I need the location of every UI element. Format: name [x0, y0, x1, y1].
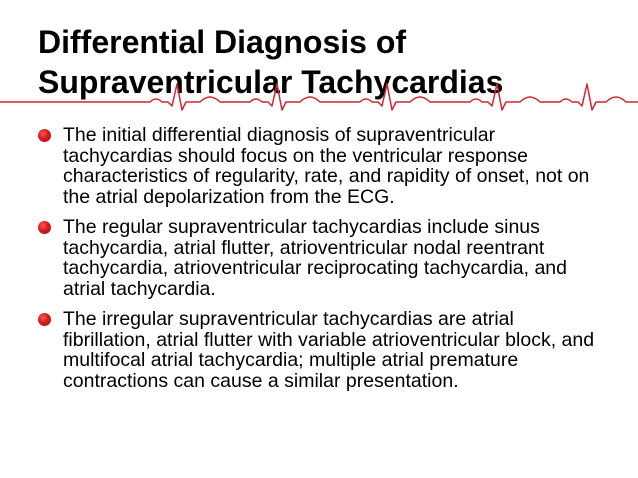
bullet-dot-icon: [38, 129, 51, 142]
bullet-dot-icon: [38, 221, 51, 234]
bullet-text: The irregular supraventricular tachycardias are atrial fibrillation, atrial flutter with variable atrioventricular block, and multifocal atrial tachycardia; multiple atrial premature contractions can cause a similar presentation.: [63, 308, 595, 392]
bullet-item: [38, 217, 598, 299]
bullet-list: [38, 125, 598, 401]
title-line-2: Supraventricular Tachycardias: [38, 64, 504, 100]
ecg-waveform-icon: [0, 78, 638, 118]
bullet-text: The initial differential diagnosis of supraventricular tachycardias should focus on the ventricular response characteristics of regularity, rate, and rapidity of onset, not on the atrial depolarization from the ECG.: [63, 124, 590, 208]
title-line-1: Differential Diagnosis of: [38, 24, 407, 60]
bullet-item: [38, 125, 598, 207]
bullet-item: [38, 309, 598, 391]
bullet-dot-icon: [38, 313, 51, 326]
bullet-text: The regular supraventricular tachycardias include sinus tachycardia, atrial flutter, atrioventricular nodal reentrant tachycardia, atrioventricular reciprocating tachycardia, and atrial tachycardia.: [63, 216, 568, 300]
